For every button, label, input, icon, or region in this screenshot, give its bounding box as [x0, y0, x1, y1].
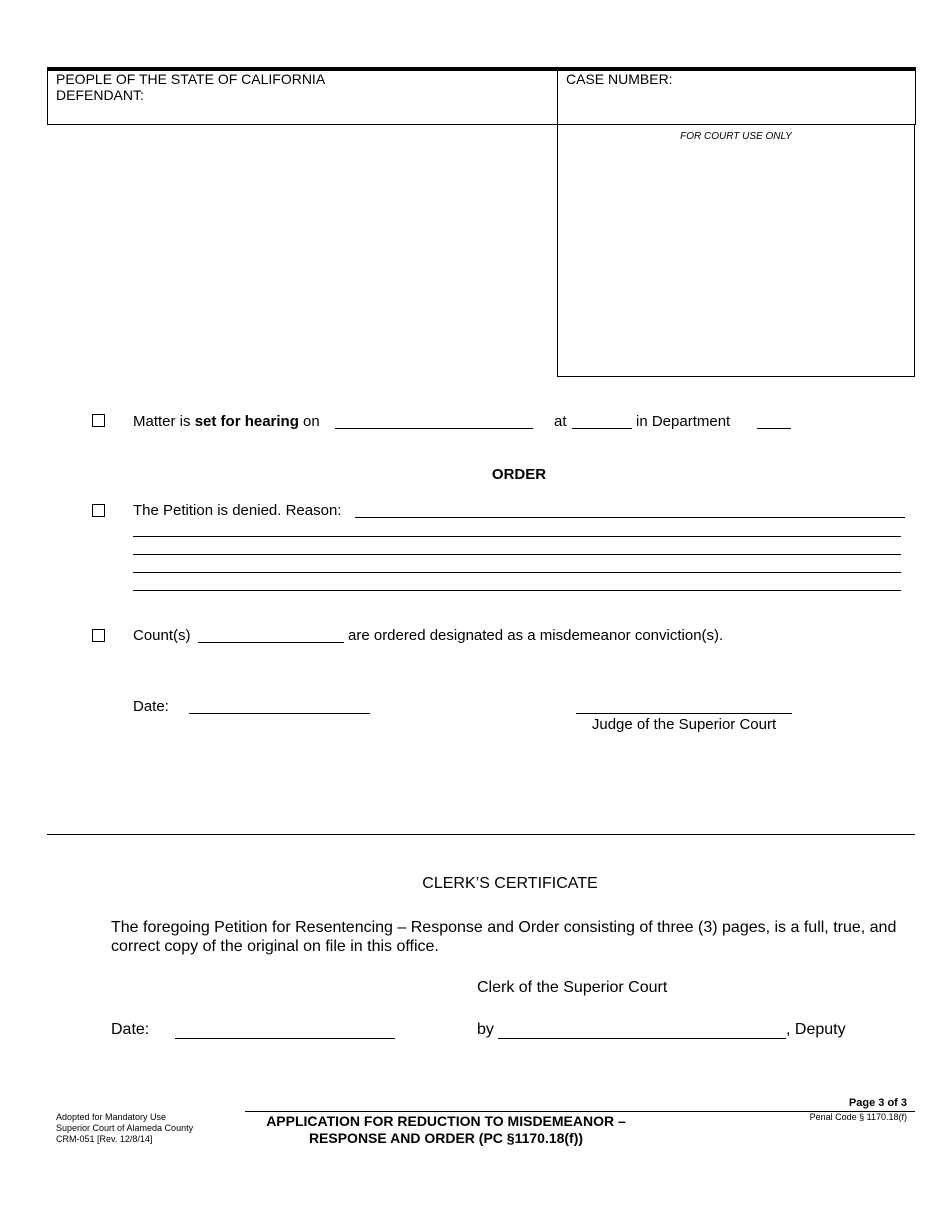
- court-use-box: [557, 125, 915, 377]
- clerk-date-field[interactable]: [175, 1038, 395, 1039]
- petition-denied-checkbox[interactable]: [92, 504, 105, 517]
- reason-field-line-1[interactable]: [355, 517, 905, 518]
- form-title-line-2: RESPONSE AND ORDER (PC §1170.18(f)): [308, 1130, 584, 1146]
- order-date-field[interactable]: [189, 713, 370, 714]
- reason-field-line-3[interactable]: [133, 554, 901, 555]
- court-use-label: FOR COURT USE ONLY: [680, 131, 792, 142]
- hearing-date-field[interactable]: [335, 428, 533, 429]
- hearing-bold: set for hearing: [194, 413, 299, 430]
- form-title-line-1: APPLICATION FOR REDUCTION TO MISDEMEANOR –: [266, 1113, 626, 1129]
- reason-field-line-2[interactable]: [133, 536, 901, 537]
- defendant-label[interactable]: DEFENDANT:: [56, 87, 144, 103]
- hearing-dept-field[interactable]: [757, 428, 791, 429]
- clerk-certificate-title: CLERK’S CERTIFICATE: [422, 875, 598, 892]
- hearing-text: [133, 413, 320, 430]
- counts-suffix: are ordered designated as a misdemeanor conviction(s).: [348, 627, 724, 644]
- counts-field[interactable]: [198, 642, 344, 643]
- section-divider: [47, 834, 915, 835]
- people-label: PEOPLE OF THE STATE OF CALIFORNIA: [56, 71, 326, 87]
- hearing-at-label: at: [554, 413, 567, 430]
- judge-signature-field[interactable]: [576, 713, 792, 714]
- judge-label: Judge of the Superior Court: [591, 716, 777, 733]
- clerk-date-label: Date:: [111, 1021, 150, 1038]
- deputy-signature-field[interactable]: [498, 1038, 786, 1039]
- penal-code: Penal Code § 1170.18(f): [809, 1112, 907, 1122]
- hearing-prefix: Matter is: [133, 413, 195, 430]
- court-label: Superior Court of Alameda County: [56, 1123, 194, 1133]
- order-title: ORDER: [491, 466, 547, 483]
- clerk-certificate-text: The foregoing Petition for Resentencing – Response and Order consisting of three (3) pages, is a full, true, and correct copy of the original on file in this office.: [111, 919, 897, 955]
- order-date-label: Date:: [133, 698, 169, 715]
- counts-misdemeanor-checkbox[interactable]: [92, 629, 105, 642]
- clerk-by-label: by: [477, 1021, 494, 1038]
- case-number-label[interactable]: CASE NUMBER:: [566, 71, 673, 87]
- page-number: Page 3 of 3: [848, 1097, 907, 1109]
- reason-field-line-4[interactable]: [133, 572, 901, 573]
- set-for-hearing-checkbox[interactable]: [92, 414, 105, 427]
- hearing-time-field[interactable]: [572, 428, 632, 429]
- reason-field-line-5[interactable]: [133, 590, 901, 591]
- petition-denied-label: The Petition is denied. Reason:: [133, 502, 342, 519]
- deputy-label: , Deputy: [786, 1021, 846, 1038]
- form-number: CRM-051 [Rev. 12/8/14]: [56, 1134, 153, 1144]
- adopted-label: Adopted for Mandatory Use: [56, 1112, 167, 1122]
- hearing-dept-label: in Department: [636, 413, 731, 430]
- hearing-on: on: [298, 413, 320, 430]
- counts-label: Count(s): [133, 627, 191, 644]
- clerk-of-court-label: Clerk of the Superior Court: [477, 979, 668, 996]
